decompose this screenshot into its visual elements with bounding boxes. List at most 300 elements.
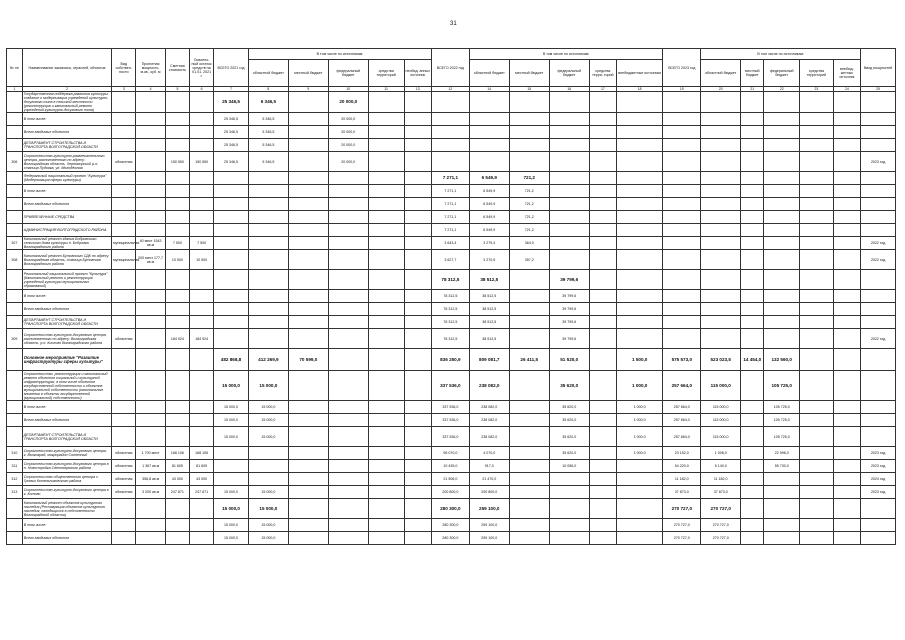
table-cell	[7, 185, 23, 198]
table-cell	[741, 139, 764, 152]
row-name-cell: Строительство культурно-досугового центра в п. Новостройка Светлоярского района	[22, 460, 111, 473]
table-cell	[288, 447, 328, 460]
table-cell	[800, 172, 834, 185]
table-cell	[368, 519, 404, 532]
table-cell	[368, 290, 404, 303]
table-cell	[368, 427, 404, 447]
table-cell	[7, 303, 23, 316]
table-cell: 307	[7, 237, 23, 250]
table-cell	[589, 401, 616, 414]
table-cell	[663, 113, 701, 126]
table-cell	[165, 126, 189, 139]
table-cell: 5 346,5	[248, 113, 288, 126]
table-cell	[861, 532, 896, 545]
table-cell	[165, 290, 189, 303]
table-cell: 6 549,9	[469, 211, 509, 224]
table-cell	[288, 211, 328, 224]
table-cell: 11 182,0	[701, 473, 741, 486]
table-cell	[404, 447, 431, 460]
table-cell: 6 549,9	[469, 224, 509, 237]
table-cell: 78 312,5	[431, 303, 469, 316]
table-cell	[368, 139, 404, 152]
table-cell	[328, 237, 368, 250]
table-cell	[741, 460, 764, 473]
table-cell: 81 605	[165, 460, 189, 473]
column-index: 19	[663, 87, 701, 92]
table-cell	[368, 270, 404, 290]
table-cell	[861, 224, 896, 237]
table-cell	[288, 198, 328, 211]
table-cell: 270 727,0	[663, 519, 701, 532]
table-cell	[136, 329, 165, 349]
table-row	[7, 473, 896, 486]
table-cell	[617, 172, 663, 185]
table-row	[7, 519, 896, 532]
table-cell	[368, 329, 404, 349]
table-cell	[469, 139, 509, 152]
table-cell	[368, 211, 404, 224]
table-cell: 21 470,0	[469, 473, 509, 486]
table-cell	[214, 250, 249, 270]
table-cell	[328, 250, 368, 270]
table-cell	[214, 290, 249, 303]
table-cell	[861, 519, 896, 532]
table-cell: 21 506,0	[431, 473, 469, 486]
table-cell	[589, 519, 616, 532]
row-name-cell: Строительство, реконструкция и капитальный ремонт объектов социальной и культурной инфраструктуры, в том числе объектов государственной собственности и объектов муниципальной собственности (капитальные вложения в объекты государственной (муниципальной) собственности)	[22, 371, 111, 401]
table-cell	[800, 532, 834, 545]
table-cell	[288, 152, 328, 172]
table-cell: 2023 год	[861, 152, 896, 172]
table-cell	[617, 290, 663, 303]
table-cell	[288, 139, 328, 152]
table-cell	[165, 172, 189, 185]
table-cell	[404, 172, 431, 185]
table-cell: 39 799,6	[549, 316, 589, 329]
column-index: 24	[833, 87, 860, 92]
table-cell	[741, 126, 764, 139]
table-cell	[328, 172, 368, 185]
table-row	[7, 401, 896, 414]
table-cell	[112, 532, 136, 545]
table-cell	[7, 316, 23, 329]
table-cell	[589, 172, 616, 185]
table-cell	[7, 401, 23, 414]
table-cell	[861, 371, 896, 401]
table-cell	[189, 113, 213, 126]
table-cell	[288, 371, 328, 401]
table-cell	[112, 371, 136, 401]
table-cell	[764, 519, 800, 532]
table-cell	[589, 92, 616, 113]
table-cell	[509, 519, 549, 532]
table-cell	[112, 349, 136, 371]
table-cell: 2022 год	[861, 329, 896, 349]
table-cell	[800, 447, 834, 460]
table-cell	[589, 152, 616, 172]
table-cell: 313	[7, 486, 23, 499]
table-cell	[165, 303, 189, 316]
table-cell	[509, 414, 549, 427]
table-cell	[617, 473, 663, 486]
table-cell: 78 312,5	[431, 316, 469, 329]
table-cell	[189, 290, 213, 303]
table-cell	[617, 139, 663, 152]
table-cell	[328, 473, 368, 486]
table-cell	[328, 427, 368, 447]
row-name-cell: В том числе:	[22, 113, 111, 126]
table-cell	[741, 401, 764, 414]
column-index: 25	[861, 87, 896, 92]
table-cell: 259 100,0	[469, 532, 509, 545]
row-name-cell: ДЕПАРТАМЕНТ СТРОИТЕЛЬСТВА И ТРАНСПОРТА ВОЛГОГРАДСКОЙ ОБЛАСТИ	[22, 427, 111, 447]
table-cell	[189, 532, 213, 545]
table-cell	[741, 185, 764, 198]
table-cell	[741, 270, 764, 290]
table-cell: 1 700 мест	[136, 447, 165, 460]
table-cell: 26 411,5	[509, 349, 549, 371]
table-cell	[800, 473, 834, 486]
table-cell	[833, 172, 860, 185]
table-cell	[404, 139, 431, 152]
table-cell: 15 000,0	[214, 499, 249, 519]
table-cell	[328, 198, 368, 211]
table-cell	[368, 185, 404, 198]
table-cell	[7, 139, 23, 152]
source-header: внебюд- жетных источник	[833, 60, 860, 87]
table-cell	[404, 224, 431, 237]
table-cell: 238 082,0	[469, 401, 509, 414]
table-cell	[288, 329, 328, 349]
table-cell: 15 000,0	[248, 486, 288, 499]
column-index: 20	[701, 87, 741, 92]
table-cell	[165, 185, 189, 198]
table-cell	[701, 270, 741, 290]
table-cell: 309	[7, 329, 23, 349]
table-cell	[7, 499, 23, 519]
table-cell	[404, 185, 431, 198]
table-cell	[800, 250, 834, 270]
table-cell	[741, 499, 764, 519]
table-cell: 1 000,0	[617, 427, 663, 447]
table-cell	[7, 126, 23, 139]
table-cell	[328, 532, 368, 545]
table-cell	[617, 499, 663, 519]
source-header: областной бюджет	[701, 60, 741, 87]
table-cell	[328, 290, 368, 303]
table-cell	[764, 250, 800, 270]
table-cell	[549, 473, 589, 486]
table-cell: 247 871	[165, 486, 189, 499]
table-cell	[368, 126, 404, 139]
table-cell	[112, 113, 136, 126]
table-cell: 257 664,0	[663, 371, 701, 401]
table-cell: 10 500	[165, 250, 189, 270]
table-cell	[701, 185, 741, 198]
table-cell: 10 056,0	[549, 460, 589, 473]
table-cell	[7, 532, 23, 545]
table-cell	[136, 371, 165, 401]
table-cell	[328, 316, 368, 329]
table-cell	[589, 185, 616, 198]
table-cell: 78 312,5	[431, 270, 469, 290]
table-cell	[663, 290, 701, 303]
table-cell	[214, 198, 249, 211]
source-header: федеральный бюджет	[764, 60, 800, 87]
table-cell: 238 082,0	[469, 371, 509, 401]
table-cell	[368, 532, 404, 545]
table-cell: 280 300,0	[431, 519, 469, 532]
table-cell: 54 220,0	[663, 460, 701, 473]
table-cell	[136, 224, 165, 237]
group-2022-header: В том числе по источникам:	[469, 49, 663, 60]
table-cell	[248, 316, 288, 329]
table-cell	[764, 185, 800, 198]
table-cell: 523 023,5	[701, 349, 741, 371]
table-cell: 1 500,0	[617, 349, 663, 371]
table-cell	[800, 92, 834, 113]
table-cell: 39 799,6	[549, 270, 589, 290]
table-cell	[328, 447, 368, 460]
table-cell	[741, 303, 764, 316]
table-cell	[617, 237, 663, 250]
column-index: 16	[549, 87, 589, 92]
table-cell	[165, 349, 189, 371]
table-cell	[764, 532, 800, 545]
table-cell	[800, 486, 834, 499]
table-cell	[589, 126, 616, 139]
table-cell: 3 200 кв.м	[136, 486, 165, 499]
table-cell: 836 250,9	[431, 349, 469, 371]
table-cell: 1 008,0	[701, 447, 741, 460]
table-cell: 38 512,5	[469, 316, 509, 329]
table-cell	[800, 371, 834, 401]
table-cell	[112, 401, 136, 414]
table-cell	[663, 303, 701, 316]
table-cell: 15 000,0	[248, 401, 288, 414]
table-cell	[589, 414, 616, 427]
table-cell	[248, 303, 288, 316]
table-cell	[764, 126, 800, 139]
row-name-cell: Строительство культурно-досугового центра в г. Котово	[22, 486, 111, 499]
table-cell	[136, 172, 165, 185]
table-cell	[288, 401, 328, 414]
table-cell	[800, 349, 834, 371]
table-cell	[617, 316, 663, 329]
table-cell: 39 799,6	[549, 290, 589, 303]
table-cell	[800, 185, 834, 198]
row-name-cell: Всего вводимых объектов	[22, 414, 111, 427]
table-cell	[288, 519, 328, 532]
table-cell	[328, 185, 368, 198]
table-cell	[189, 92, 213, 113]
row-name-cell: Региональный национальный проект "Культура" (Капитальный ремонт и реконструкция учреждений культуры муниципальных образований)	[22, 270, 111, 290]
table-cell: 721,2	[509, 172, 549, 185]
table-cell	[800, 401, 834, 414]
table-cell	[7, 211, 23, 224]
table-cell	[112, 427, 136, 447]
table-cell	[368, 172, 404, 185]
table-cell	[741, 224, 764, 237]
table-cell: 23 152,0	[663, 447, 701, 460]
table-cell	[701, 250, 741, 270]
table-cell	[701, 126, 741, 139]
table-cell	[288, 427, 328, 447]
row-name-cell: Государственная поддержка развития культуры: создание и модернизация учреждений культурно-досугового типа в сельской местности (реконструкция и капитальный ремонт учреждений культурно-досугового типа)	[22, 92, 111, 113]
row-name-cell: Строительство культурно-досугового центра, расположенного по адресу: Волгоградская область, р.п. Кислово Волгоградского района	[22, 329, 111, 349]
table-cell	[663, 237, 701, 250]
table-cell: 3 270,5	[469, 250, 509, 270]
table-cell	[764, 290, 800, 303]
table-cell	[764, 211, 800, 224]
investment-table	[6, 48, 896, 545]
table-cell	[589, 224, 616, 237]
table-cell	[549, 532, 589, 545]
table-cell	[764, 224, 800, 237]
source-header: средства терри- торий	[589, 60, 616, 87]
row-name-cell: ДЕПАРТАМЕНТ СТРОИТЕЛЬСТВА И ТРАНСПОРТА ВОЛГОГРАДСКОЙ ОБЛАСТИ	[22, 316, 111, 329]
table-cell	[509, 113, 549, 126]
source-header: областной бюджет	[469, 60, 509, 87]
table-cell	[431, 152, 469, 172]
table-cell	[136, 290, 165, 303]
column-index: 17	[589, 87, 616, 92]
table-cell	[589, 316, 616, 329]
table-cell	[589, 460, 616, 473]
table-cell	[368, 237, 404, 250]
table-cell	[589, 250, 616, 270]
table-cell	[549, 185, 589, 198]
table-cell	[741, 290, 764, 303]
table-cell	[589, 371, 616, 401]
table-cell	[800, 519, 834, 532]
table-cell	[404, 499, 431, 519]
table-cell: 337 536,0	[431, 401, 469, 414]
table-cell	[165, 270, 189, 290]
table-cell	[833, 224, 860, 237]
table-cell	[741, 473, 764, 486]
table-cell: 55 730,0	[764, 460, 800, 473]
table-cell: 81 605	[189, 460, 213, 473]
table-cell	[663, 139, 701, 152]
table-cell: 575 573,0	[663, 349, 701, 371]
column-index: 2	[22, 87, 111, 92]
table-cell	[617, 152, 663, 172]
table-cell: 184 924	[165, 329, 189, 349]
table-cell	[214, 447, 249, 460]
table-cell	[404, 427, 431, 447]
table-cell	[800, 224, 834, 237]
table-cell	[833, 211, 860, 224]
table-cell	[214, 172, 249, 185]
table-cell	[368, 447, 404, 460]
table-cell: 200 мест 177,7 кв.м	[136, 250, 165, 270]
table-cell: 105 725,0	[764, 401, 800, 414]
table-cell: 3 643,4	[431, 237, 469, 250]
table-cell	[328, 303, 368, 316]
table-cell	[701, 92, 741, 113]
column-index: 1	[7, 87, 23, 92]
table-cell	[764, 303, 800, 316]
table-cell	[404, 316, 431, 329]
table-cell	[189, 198, 213, 211]
table-cell	[189, 349, 213, 371]
table-cell: 238 082,0	[469, 427, 509, 447]
table-cell	[617, 519, 663, 532]
row-name-cell: Всего вводимых объектов	[22, 532, 111, 545]
table-row	[7, 414, 896, 427]
table-cell: 20 000,0	[328, 92, 368, 113]
table-cell	[833, 250, 860, 270]
table-cell: 7 500	[165, 237, 189, 250]
table-cell	[509, 290, 549, 303]
source-header: внебюджетные источники	[617, 60, 663, 87]
table-cell: 37 873,0	[663, 486, 701, 499]
table-cell	[404, 290, 431, 303]
table-cell	[861, 499, 896, 519]
source-header: необяд. анных источник	[404, 60, 431, 87]
table-cell: 310	[7, 447, 23, 460]
table-cell: 4 070,0	[469, 447, 509, 460]
table-cell: 38 512,5	[469, 270, 509, 290]
table-cell	[861, 427, 896, 447]
table-cell	[833, 92, 860, 113]
table-cell	[404, 198, 431, 211]
table-cell	[112, 519, 136, 532]
table-cell	[404, 401, 431, 414]
table-cell: 1 000,0	[617, 414, 663, 427]
table-cell	[509, 499, 549, 519]
table-cell	[549, 224, 589, 237]
page-number: 31	[450, 21, 457, 27]
column-index: 5	[165, 87, 189, 92]
table-row	[7, 250, 896, 270]
table-cell	[617, 532, 663, 545]
table-cell: областная	[112, 152, 136, 172]
table-cell	[861, 185, 896, 198]
table-cell	[509, 92, 549, 113]
table-cell	[833, 185, 860, 198]
table-cell	[663, 152, 701, 172]
table-cell	[509, 486, 549, 499]
table-cell	[112, 211, 136, 224]
table-cell	[741, 152, 764, 172]
table-cell	[7, 519, 23, 532]
table-cell	[136, 499, 165, 519]
table-cell	[248, 198, 288, 211]
table-cell	[7, 349, 23, 371]
table-cell	[136, 113, 165, 126]
table-cell	[288, 126, 328, 139]
table-cell: муниципальная	[112, 250, 136, 270]
table-cell: 412 269,9	[248, 349, 288, 371]
table-cell: 7 271,1	[431, 224, 469, 237]
table-cell	[617, 185, 663, 198]
table-cell	[165, 414, 189, 427]
table-cell	[328, 349, 368, 371]
table-cell: 115 000,0	[701, 371, 741, 401]
table-cell	[112, 172, 136, 185]
table-cell	[189, 427, 213, 447]
table-cell	[800, 126, 834, 139]
table-row	[7, 329, 896, 349]
table-cell	[741, 316, 764, 329]
table-cell	[861, 303, 896, 316]
table-cell: 15 000,0	[214, 401, 249, 414]
table-row	[7, 152, 896, 172]
table-cell	[404, 532, 431, 545]
table-cell	[589, 113, 616, 126]
